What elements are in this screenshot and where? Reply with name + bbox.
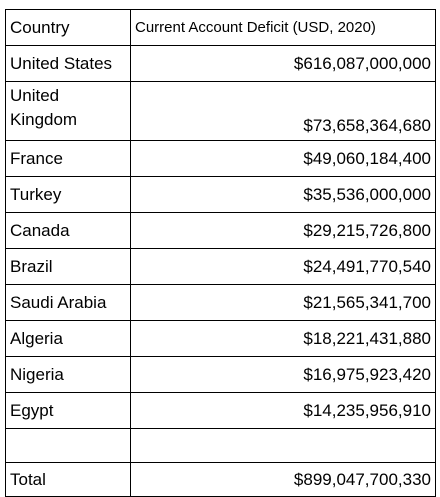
country-cell: France [6,141,131,177]
total-label: Total [6,463,131,497]
deficit-cell: $73,658,364,680 [131,82,436,141]
table-row [6,249,436,285]
country-column-header: Country [6,10,131,46]
table-row [6,285,436,321]
country-cell: United States [6,46,131,82]
empty-cell [6,429,131,463]
deficit-cell: $49,060,184,400 [131,141,436,177]
country-cell: Algeria [6,321,131,357]
table-row [6,321,436,357]
deficit-cell: $616,087,000,000 [131,46,436,82]
empty-row [6,429,436,463]
deficit-cell: $29,215,726,800 [131,213,436,249]
table-row [6,141,436,177]
table-row [6,177,436,213]
country-cell: United Kingdom [6,82,131,141]
header-row [6,10,436,46]
table-row [6,46,436,82]
total-row [6,463,436,497]
country-cell: Canada [6,213,131,249]
deficit-table [5,9,436,497]
country-cell: Brazil [6,249,131,285]
deficit-cell: $21,565,341,700 [131,285,436,321]
deficit-cell: $35,536,000,000 [131,177,436,213]
deficit-cell: $24,491,770,540 [131,249,436,285]
country-cell: Nigeria [6,357,131,393]
table-row [6,82,436,141]
total-value: $899,047,700,330 [131,463,436,497]
deficit-cell: $18,221,431,880 [131,321,436,357]
deficit-cell: $16,975,923,420 [131,357,436,393]
empty-cell [131,429,436,463]
country-cell: Saudi Arabia [6,285,131,321]
country-cell: Turkey [6,177,131,213]
deficit-column-header: Current Account Deficit (USD, 2020) [131,10,436,46]
country-cell: Egypt [6,393,131,429]
table-row [6,213,436,249]
table-row [6,393,436,429]
deficit-cell: $14,235,956,910 [131,393,436,429]
table-row [6,357,436,393]
